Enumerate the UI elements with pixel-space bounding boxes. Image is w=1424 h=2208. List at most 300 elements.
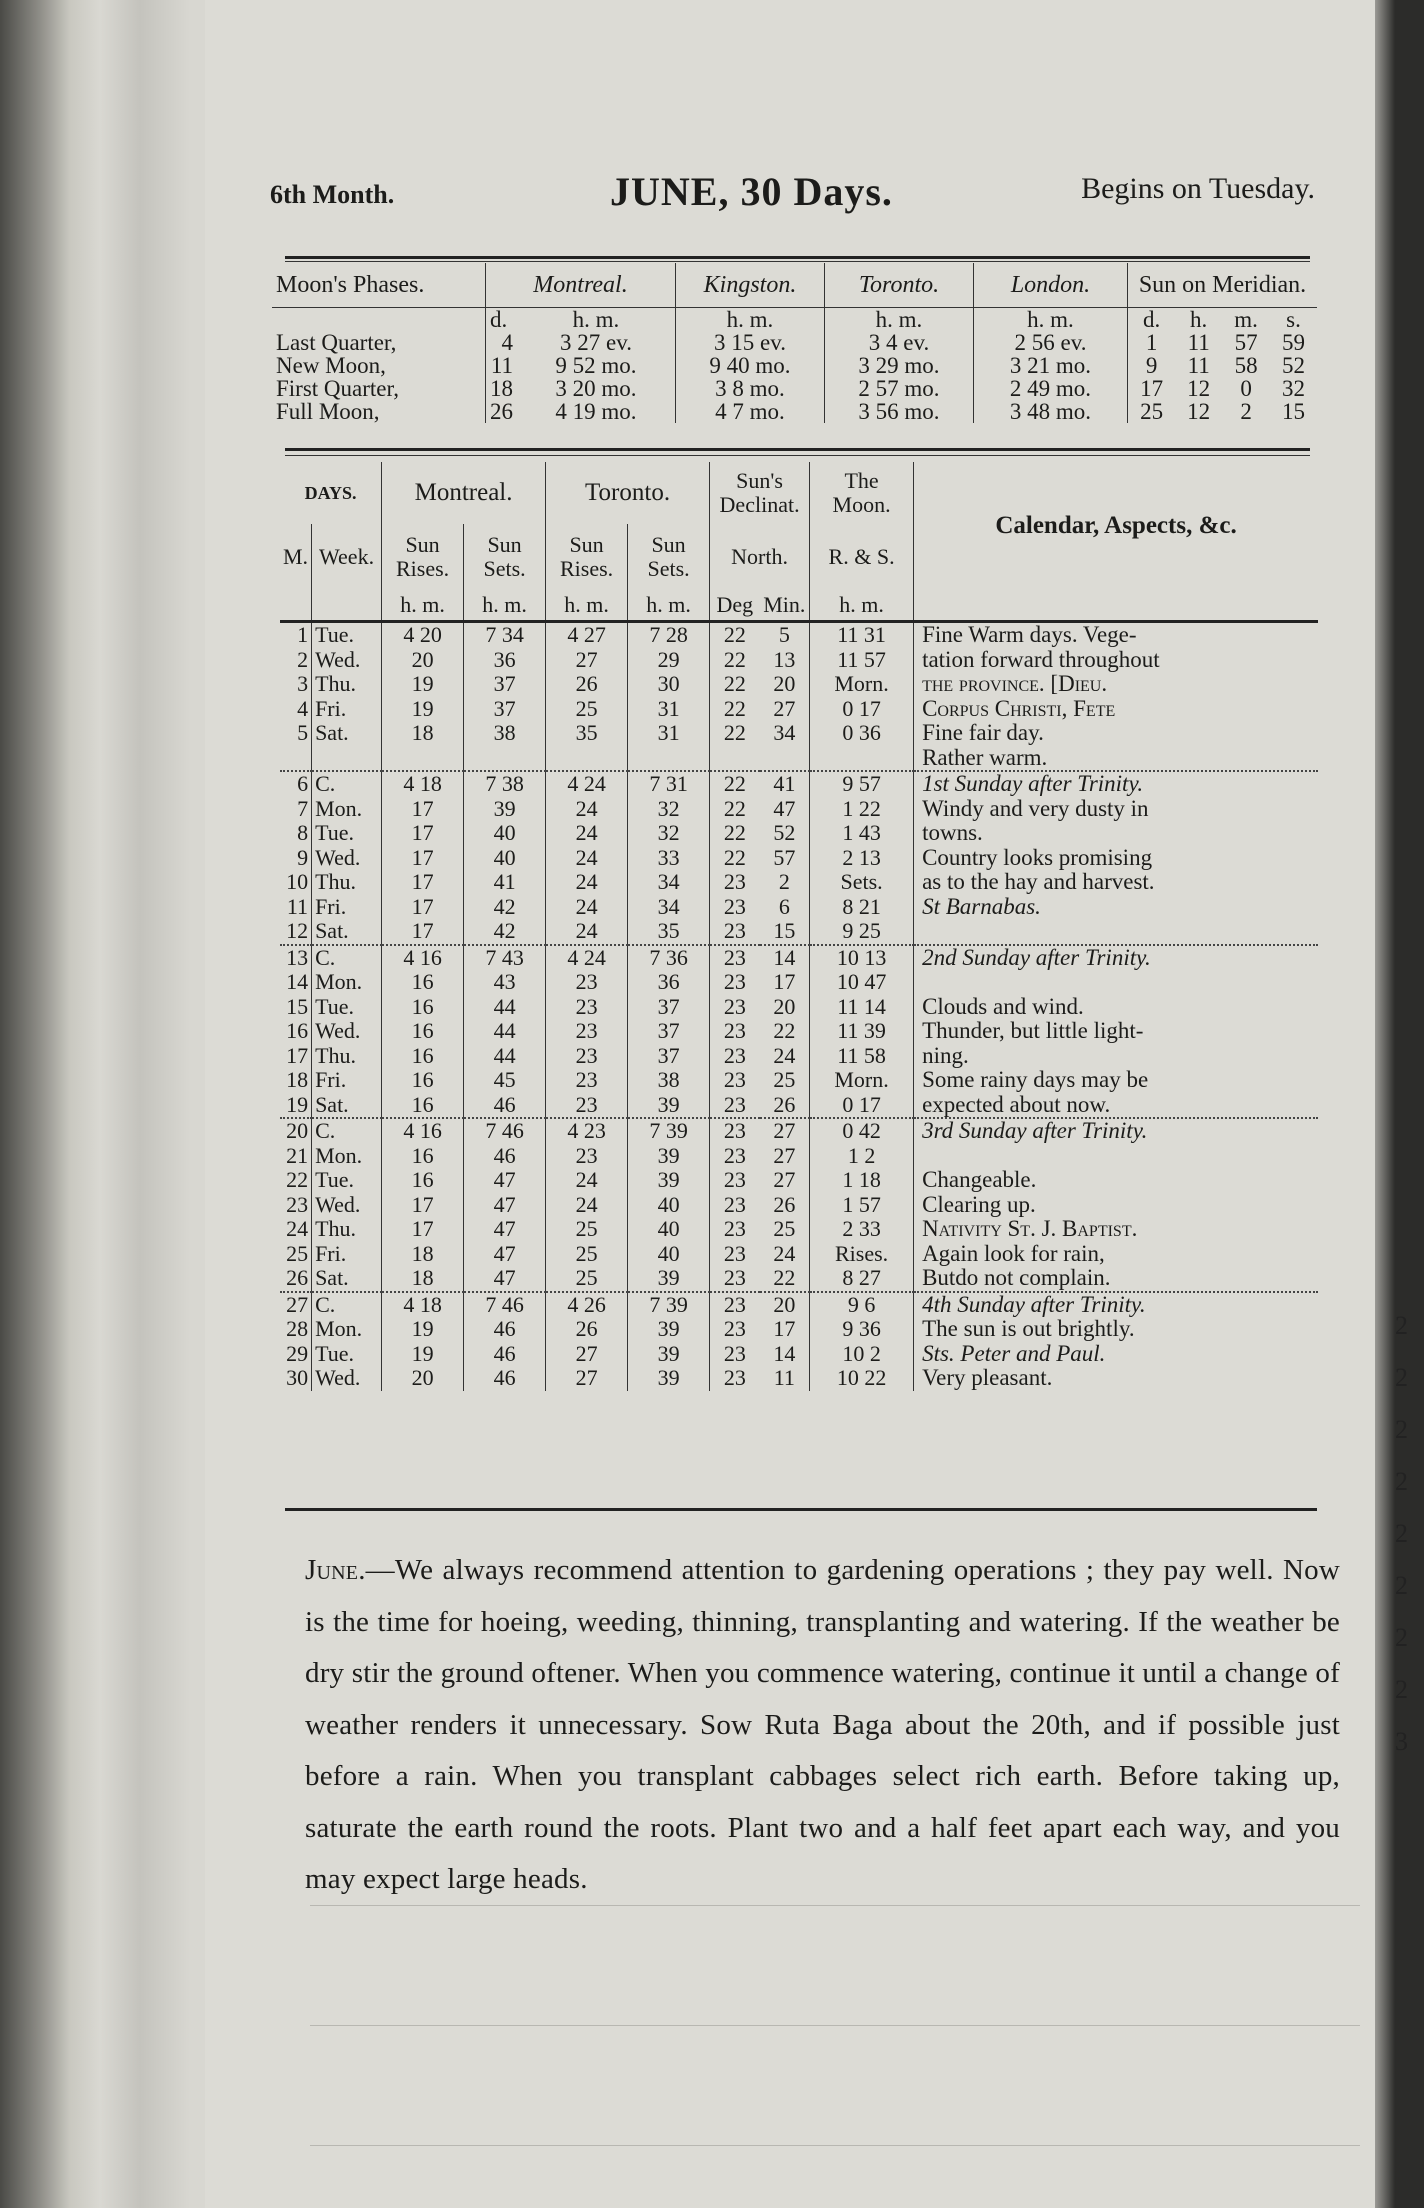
day-cell-ts: 37 bbox=[628, 1019, 710, 1044]
day-cell-tr: 27 bbox=[546, 648, 628, 673]
day-cell-cal: expected about now. bbox=[914, 1093, 1318, 1119]
montreal-rises-header: Sun Rises. bbox=[382, 524, 464, 590]
phase-cell-london: 2 56 ev. bbox=[974, 331, 1128, 354]
day-cell-cal: Country looks promising bbox=[914, 846, 1318, 871]
day-cell-w: C. bbox=[312, 1118, 382, 1144]
note-lead: June. bbox=[305, 1554, 366, 1586]
day-cell-min: 17 bbox=[773, 1316, 796, 1341]
subhead-hm: h. m. bbox=[676, 308, 825, 332]
day-cell-d: 26 bbox=[286, 1265, 309, 1290]
calendar-table bbox=[280, 462, 1318, 1391]
north-header: North. bbox=[710, 524, 810, 590]
day-cell-mr: 16 bbox=[382, 1144, 464, 1169]
hm-label: h. m. bbox=[382, 590, 464, 622]
day-cell-moon: 10 22 bbox=[810, 1366, 914, 1391]
phase-cell-m: 58 bbox=[1234, 353, 1258, 378]
week-header: Week. bbox=[312, 524, 382, 590]
day-cell-cal: Clearing up. bbox=[914, 1193, 1318, 1218]
facing-page-margin bbox=[1395, 1300, 1424, 2060]
day-cell-ts: 29 bbox=[628, 648, 710, 673]
day-cell-deg: 22 bbox=[710, 846, 760, 871]
day-cell-min: 52 bbox=[773, 820, 796, 845]
day-cell-moon: 11 14 bbox=[810, 995, 914, 1020]
day-cell-cal: Butdo not complain. bbox=[914, 1266, 1318, 1292]
day-cell-min: 6 bbox=[778, 893, 790, 919]
day-cell-moon: 1 18 bbox=[810, 1168, 914, 1193]
day-cell-cal: 3rd Sunday after Trinity. bbox=[914, 1118, 1318, 1144]
calendar-header: Calendar, Aspects, &c. bbox=[914, 462, 1318, 590]
margin-number: 2 bbox=[1395, 1519, 1408, 1548]
day-cell-tr: 24 bbox=[546, 895, 628, 920]
day-cell-mr: 18 bbox=[382, 721, 464, 746]
day-cell-min: 13 bbox=[773, 646, 796, 672]
phase-cell-kingston: 3 15 ev. bbox=[676, 331, 825, 354]
day-cell-d: 16 bbox=[286, 1018, 309, 1043]
phase-cell-s: 59 bbox=[1282, 330, 1305, 355]
day-cell-deg: 23 bbox=[710, 1266, 760, 1292]
day-cell-deg: 23 bbox=[710, 1342, 760, 1367]
day-cell-ts: 39 bbox=[628, 1342, 710, 1367]
day-cell-ts: 7 39 bbox=[628, 1118, 710, 1144]
day-cell-w: C. bbox=[312, 945, 382, 971]
phase-cell-sd: 25 bbox=[1128, 400, 1176, 423]
day-cell-min: 24 bbox=[773, 1042, 796, 1068]
day-cell-tr: 24 bbox=[546, 821, 628, 846]
day-cell-deg: 22 bbox=[710, 672, 760, 697]
day-cell-w: Fri. bbox=[312, 895, 382, 920]
day-cell-ms: 43 bbox=[464, 970, 546, 995]
day-row-extra bbox=[280, 746, 1318, 772]
day-cell-min: 24 bbox=[773, 1240, 796, 1266]
day-cell-moon: 2 13 bbox=[810, 846, 914, 871]
day-cell-ts: 39 bbox=[628, 1144, 710, 1169]
day-cell-w: Tue. bbox=[312, 995, 382, 1020]
day-cell-min: 41 bbox=[760, 771, 810, 797]
phase-cell-kingston: 9 40 mo. bbox=[676, 354, 825, 377]
day-cell-mr: 16 bbox=[382, 970, 464, 995]
phase-cell-sd: 17 bbox=[1128, 377, 1176, 400]
day-cell-moon: 9 36 bbox=[810, 1317, 914, 1342]
day-cell-mr: 16 bbox=[382, 1093, 464, 1119]
phases-col-kingston: Kingston. bbox=[676, 263, 825, 308]
day-cell-ms: 47 bbox=[464, 1242, 546, 1267]
day-cell-ms: 36 bbox=[464, 648, 546, 673]
day-cell-moon: 8 21 bbox=[810, 895, 914, 920]
day-cell-moon: 10 2 bbox=[810, 1342, 914, 1367]
day-cell-ts: 34 bbox=[628, 895, 710, 920]
day-cell-mr: 4 18 bbox=[382, 1292, 464, 1318]
day-cell-min: 20 bbox=[773, 993, 796, 1019]
day-cell-moon: 1 22 bbox=[810, 797, 914, 822]
day-cell-tr: 26 bbox=[546, 1317, 628, 1342]
day-cell-ms: 41 bbox=[464, 870, 546, 895]
day-cell-tr: 27 bbox=[546, 1342, 628, 1367]
days-header: DAYS. bbox=[304, 483, 357, 503]
day-cell-w: C. bbox=[312, 771, 382, 797]
day-cell-ms: 7 46 bbox=[464, 1292, 546, 1318]
day-cell-w: Wed. bbox=[312, 1366, 382, 1391]
day-cell-d: 14 bbox=[286, 969, 309, 994]
day-cell-d: 2 bbox=[297, 646, 309, 672]
day-cell-d: 17 bbox=[286, 1042, 309, 1068]
day-cell-min: 27 bbox=[760, 1118, 810, 1144]
day-cell-min: 2 bbox=[778, 869, 790, 894]
header-rule-thin bbox=[285, 261, 1310, 262]
day-cell-w: Tue. bbox=[312, 622, 382, 648]
day-cell-ts: 39 bbox=[628, 1366, 710, 1391]
day-cell-cal: towns. bbox=[914, 821, 1318, 846]
phases-subheader-row bbox=[272, 308, 1317, 332]
day-row bbox=[280, 797, 1318, 822]
day-cell-min: 27 bbox=[773, 1142, 796, 1168]
phase-cell-m: 57 bbox=[1234, 330, 1258, 355]
toronto-header: Toronto. bbox=[546, 462, 710, 524]
day-cell-d: 6 bbox=[280, 771, 312, 797]
phase-cell-d: 26 bbox=[486, 400, 518, 423]
day-cell-w: Sat. bbox=[312, 1093, 382, 1119]
rs-header: R. & S. bbox=[810, 524, 914, 590]
day-cell-tr: 4 26 bbox=[546, 1292, 628, 1318]
day-cell-d: 24 bbox=[286, 1216, 309, 1241]
phase-cell-d: 4 bbox=[486, 331, 518, 354]
day-cell-cal: Again look for rain, bbox=[914, 1242, 1318, 1267]
day-cell-moon: 1 43 bbox=[810, 821, 914, 846]
day-cell-w: Fri. bbox=[312, 1242, 382, 1267]
day-cell-min: 27 bbox=[773, 695, 796, 721]
margin-number: 2 bbox=[1395, 1467, 1408, 1496]
day-cell-ts: 30 bbox=[628, 672, 710, 697]
phase-cell-m: 0 bbox=[1240, 376, 1252, 401]
day-cell-tr: 27 bbox=[546, 1366, 628, 1391]
table-header-row-3 bbox=[280, 590, 1318, 622]
day-cell-deg: 23 bbox=[710, 1068, 760, 1093]
day-cell-mr: 17 bbox=[382, 846, 464, 871]
day-cell-w: Sat. bbox=[312, 1266, 382, 1292]
day-cell-tr: 35 bbox=[546, 721, 628, 746]
day-cell-deg: 22 bbox=[710, 697, 760, 722]
day-cell-tr: 24 bbox=[546, 1168, 628, 1193]
day-cell-w: Wed. bbox=[312, 846, 382, 871]
day-cell-d: 23 bbox=[286, 1191, 309, 1217]
day-cell-cal: Fine Warm days. Vege- bbox=[914, 622, 1318, 648]
day-cell-moon: 9 6 bbox=[810, 1292, 914, 1318]
day-row bbox=[280, 1118, 1318, 1144]
day-cell-w: Thu. bbox=[312, 1044, 382, 1069]
day-cell-ts: 40 bbox=[628, 1193, 710, 1218]
day-cell-mr: 17 bbox=[382, 1217, 464, 1242]
day-cell-deg: 22 bbox=[710, 821, 760, 846]
phases-col-toronto: Toronto. bbox=[825, 263, 974, 308]
day-cell-moon: 8 27 bbox=[810, 1266, 914, 1292]
day-row bbox=[280, 821, 1318, 846]
day-cell-mr: 19 bbox=[382, 1317, 464, 1342]
day-cell-deg: 22 bbox=[710, 771, 760, 797]
day-cell-ts: 39 bbox=[628, 1168, 710, 1193]
day-cell-deg: 23 bbox=[710, 1093, 760, 1119]
phase-cell-toronto: 2 57 mo. bbox=[825, 377, 974, 400]
day-cell-ts: 32 bbox=[628, 797, 710, 822]
day-cell-tr: 4 23 bbox=[546, 1118, 628, 1144]
day-cell-cal: Corpus Christi, Fete bbox=[914, 697, 1318, 722]
day-cell-w: Mon. bbox=[312, 1144, 382, 1169]
day-row bbox=[280, 995, 1318, 1020]
day-cell-d: 4 bbox=[297, 695, 309, 721]
day-cell-mr: 19 bbox=[382, 1342, 464, 1367]
day-cell-tr: 24 bbox=[546, 1193, 628, 1218]
day-cell-deg: 23 bbox=[710, 1366, 760, 1391]
day-cell-cal: St Barnabas. bbox=[914, 895, 1318, 920]
phase-cell-london: 3 21 mo. bbox=[974, 354, 1128, 377]
phase-cell-h: 11 bbox=[1187, 353, 1210, 378]
day-cell-moon: Morn. bbox=[810, 672, 914, 697]
phase-cell-london: 3 48 mo. bbox=[974, 400, 1128, 423]
day-cell-ms: 39 bbox=[464, 797, 546, 822]
day-row bbox=[280, 970, 1318, 995]
day-cell-ms: 46 bbox=[464, 1093, 546, 1119]
day-cell-tr: 25 bbox=[546, 1266, 628, 1292]
day-cell-mr: 17 bbox=[382, 821, 464, 846]
day-cell-w: Wed. bbox=[312, 1193, 382, 1218]
day-cell-d: 25 bbox=[286, 1240, 309, 1266]
day-cell-moon: 1 2 bbox=[810, 1144, 914, 1169]
day-cell-min: 26 bbox=[773, 1091, 796, 1117]
day-cell-cal: tation forward throughout bbox=[914, 648, 1318, 673]
day-row bbox=[280, 1019, 1318, 1044]
day-cell-mr: 16 bbox=[382, 1168, 464, 1193]
day-cell-min: 22 bbox=[773, 1018, 796, 1043]
day-cell-deg: 23 bbox=[710, 1317, 760, 1342]
day-cell-ts: 38 bbox=[628, 1068, 710, 1093]
day-row bbox=[280, 1242, 1318, 1267]
day-cell-moon: 11 39 bbox=[810, 1019, 914, 1044]
day-cell-deg: 23 bbox=[710, 1019, 760, 1044]
phase-cell-sd: 9 bbox=[1128, 354, 1176, 377]
day-cell-cal: Very pleasant. bbox=[914, 1366, 1318, 1391]
day-cell-deg: 22 bbox=[710, 622, 760, 648]
margin-number: 2 bbox=[1395, 1623, 1408, 1652]
gardening-note bbox=[305, 1545, 1340, 1906]
day-cell-deg: 23 bbox=[710, 870, 760, 895]
montreal-sets-header: Sun Sets. bbox=[464, 524, 546, 590]
day-cell-tr: 24 bbox=[546, 797, 628, 822]
day-cell-deg: 23 bbox=[710, 995, 760, 1020]
day-cell-min: 27 bbox=[773, 1167, 796, 1192]
day-cell-ts: 7 36 bbox=[628, 945, 710, 971]
day-cell-d: 21 bbox=[286, 1142, 309, 1168]
hm-label: h. m. bbox=[628, 590, 710, 622]
day-cell-cal: Some rainy days may be bbox=[914, 1068, 1318, 1093]
day-cell-mr: 20 bbox=[382, 648, 464, 673]
calendar-note: Rather warm. bbox=[914, 746, 1318, 772]
phase-row bbox=[272, 331, 1317, 354]
day-cell-moon: 10 13 bbox=[810, 945, 914, 971]
day-cell-tr: 23 bbox=[546, 970, 628, 995]
day-cell-deg: 23 bbox=[710, 970, 760, 995]
day-cell-cal: Changeable. bbox=[914, 1168, 1318, 1193]
day-cell-tr: 25 bbox=[546, 697, 628, 722]
day-cell-mr: 20 bbox=[382, 1366, 464, 1391]
day-cell-d: 29 bbox=[286, 1340, 309, 1366]
day-cell-d: 5 bbox=[297, 720, 309, 745]
day-row bbox=[280, 895, 1318, 920]
day-cell-d: 10 bbox=[286, 869, 309, 894]
phase-cell-montreal: 4 19 mo. bbox=[555, 399, 637, 424]
day-row bbox=[280, 1317, 1318, 1342]
day-cell-cal bbox=[914, 970, 1318, 995]
phase-cell-h: 11 bbox=[1187, 330, 1210, 355]
day-cell-ms: 42 bbox=[464, 919, 546, 945]
day-cell-w: Fri. bbox=[312, 697, 382, 722]
day-row bbox=[280, 919, 1318, 945]
day-cell-w: Tue. bbox=[312, 1168, 382, 1193]
phase-cell-montreal: 3 20 mo. bbox=[555, 376, 637, 401]
phase-cell-name: Last Quarter, bbox=[276, 330, 397, 355]
day-cell-moon: Sets. bbox=[810, 870, 914, 895]
day-cell-min: 34 bbox=[773, 720, 796, 745]
day-cell-mr: 17 bbox=[382, 919, 464, 945]
moon-header: The Moon. bbox=[810, 462, 914, 524]
day-cell-ms: 40 bbox=[464, 846, 546, 871]
day-cell-deg: 23 bbox=[710, 1118, 760, 1144]
phases-col-montreal: Montreal. bbox=[486, 263, 676, 308]
day-cell-d: 9 bbox=[297, 844, 309, 870]
day-cell-deg: 23 bbox=[710, 945, 760, 971]
day-cell-cal: 2nd Sunday after Trinity. bbox=[914, 945, 1318, 971]
day-cell-ms: 42 bbox=[464, 895, 546, 920]
day-cell-deg: 23 bbox=[710, 1193, 760, 1218]
day-cell-d: 15 bbox=[286, 993, 309, 1019]
day-cell-cal: Fine fair day. bbox=[914, 721, 1318, 746]
day-cell-moon: 11 57 bbox=[810, 648, 914, 673]
day-cell-w: Thu. bbox=[312, 870, 382, 895]
day-cell-ts: 39 bbox=[628, 1266, 710, 1292]
begins-label: Begins on Tuesday. bbox=[1081, 172, 1315, 205]
subhead-s: s. bbox=[1286, 307, 1301, 332]
day-cell-ms: 47 bbox=[464, 1217, 546, 1242]
day-cell-min: 5 bbox=[760, 622, 810, 648]
day-cell-ts: 7 28 bbox=[628, 622, 710, 648]
phases-col-london: London. bbox=[974, 263, 1128, 308]
day-cell-w: Mon. bbox=[312, 797, 382, 822]
day-cell-ms: 47 bbox=[464, 1168, 546, 1193]
phase-cell-name: First Quarter, bbox=[276, 376, 399, 401]
day-cell-ms: 40 bbox=[464, 821, 546, 846]
day-cell-w: C. bbox=[312, 1292, 382, 1318]
day-cell-cal: 1st Sunday after Trinity. bbox=[914, 771, 1318, 797]
day-cell-deg: 23 bbox=[710, 1044, 760, 1069]
phase-cell-d: 18 bbox=[486, 377, 518, 400]
phase-cell-s: 15 bbox=[1282, 399, 1305, 424]
day-cell-w: Mon. bbox=[312, 1317, 382, 1342]
day-cell-w: Tue. bbox=[312, 1342, 382, 1367]
phase-cell-d: 11 bbox=[486, 354, 518, 377]
day-row bbox=[280, 1168, 1318, 1193]
day-row bbox=[280, 622, 1318, 648]
day-row bbox=[280, 648, 1318, 673]
day-cell-d: 27 bbox=[280, 1292, 312, 1318]
day-cell-ms: 37 bbox=[464, 697, 546, 722]
day-cell-cal: Nativity St. J. Baptist. bbox=[914, 1217, 1318, 1242]
day-cell-tr: 23 bbox=[546, 995, 628, 1020]
day-cell-deg: 23 bbox=[710, 919, 760, 945]
phase-cell-montreal: 9 52 mo. bbox=[555, 353, 637, 378]
day-cell-min: 25 bbox=[773, 1216, 796, 1241]
phase-row bbox=[272, 377, 1317, 400]
phases-bottom-rule bbox=[285, 448, 1310, 451]
day-cell-d: 22 bbox=[286, 1167, 309, 1192]
day-cell-mr: 16 bbox=[382, 1068, 464, 1093]
day-cell-d: 12 bbox=[286, 918, 309, 943]
day-cell-d: 19 bbox=[286, 1091, 309, 1117]
day-cell-min: 20 bbox=[773, 671, 796, 696]
phase-cell-h: 12 bbox=[1187, 376, 1211, 401]
day-cell-w: Mon. bbox=[312, 970, 382, 995]
day-cell-min: 47 bbox=[773, 795, 796, 821]
day-cell-min: 20 bbox=[760, 1292, 810, 1318]
day-cell-deg: 23 bbox=[710, 895, 760, 920]
day-cell-mr: 4 16 bbox=[382, 1118, 464, 1144]
subhead-m: m. bbox=[1234, 307, 1258, 332]
day-cell-moon: 0 17 bbox=[810, 697, 914, 722]
day-cell-tr: 26 bbox=[546, 672, 628, 697]
toronto-sets-header: Sun Sets. bbox=[628, 524, 710, 590]
m-header: M. bbox=[283, 544, 309, 569]
day-cell-d: 28 bbox=[286, 1316, 309, 1341]
phase-row bbox=[272, 400, 1317, 423]
day-cell-moon: Morn. bbox=[810, 1068, 914, 1093]
page-title: JUNE, 30 Days. bbox=[610, 169, 893, 214]
day-cell-tr: 23 bbox=[546, 1019, 628, 1044]
margin-number: 2 bbox=[1395, 1415, 1408, 1444]
day-cell-moon: 10 47 bbox=[810, 970, 914, 995]
day-cell-mr: 4 18 bbox=[382, 771, 464, 797]
declination-header: Sun's Declinat. bbox=[710, 462, 810, 524]
hm-label: h. m. bbox=[464, 590, 546, 622]
day-cell-mr: 4 16 bbox=[382, 945, 464, 971]
day-cell-deg: 23 bbox=[710, 1168, 760, 1193]
day-cell-d: 1 bbox=[280, 622, 312, 648]
day-cell-ms: 7 38 bbox=[464, 771, 546, 797]
day-cell-moon: 11 58 bbox=[810, 1044, 914, 1069]
margin-number: 2 bbox=[1395, 1675, 1408, 1704]
phases-col-name: Moon's Phases. bbox=[272, 263, 486, 308]
day-cell-w: Sat. bbox=[312, 721, 382, 746]
day-cell-ts: 39 bbox=[628, 1093, 710, 1119]
day-cell-tr: 24 bbox=[546, 919, 628, 945]
day-row bbox=[280, 771, 1318, 797]
day-cell-mr: 17 bbox=[382, 797, 464, 822]
day-cell-ts: 40 bbox=[628, 1217, 710, 1242]
day-cell-mr: 19 bbox=[382, 672, 464, 697]
day-cell-d: 8 bbox=[297, 820, 309, 845]
day-cell-mr: 18 bbox=[382, 1242, 464, 1267]
day-cell-mr: 18 bbox=[382, 1266, 464, 1292]
day-cell-tr: 23 bbox=[546, 1044, 628, 1069]
day-cell-moon: 2 33 bbox=[810, 1217, 914, 1242]
day-row bbox=[280, 1044, 1318, 1069]
day-cell-tr: 4 24 bbox=[546, 945, 628, 971]
phase-cell-name: New Moon, bbox=[276, 353, 386, 378]
phase-cell-h: 12 bbox=[1187, 399, 1211, 424]
day-cell-cal bbox=[914, 1144, 1318, 1169]
day-cell-tr: 25 bbox=[546, 1242, 628, 1267]
day-cell-deg: 22 bbox=[710, 721, 760, 746]
day-cell-w: Fri. bbox=[312, 1068, 382, 1093]
day-cell-deg: 23 bbox=[710, 1242, 760, 1267]
day-cell-ms: 47 bbox=[464, 1193, 546, 1218]
day-cell-ts: 33 bbox=[628, 846, 710, 871]
day-cell-d: 7 bbox=[297, 795, 309, 821]
